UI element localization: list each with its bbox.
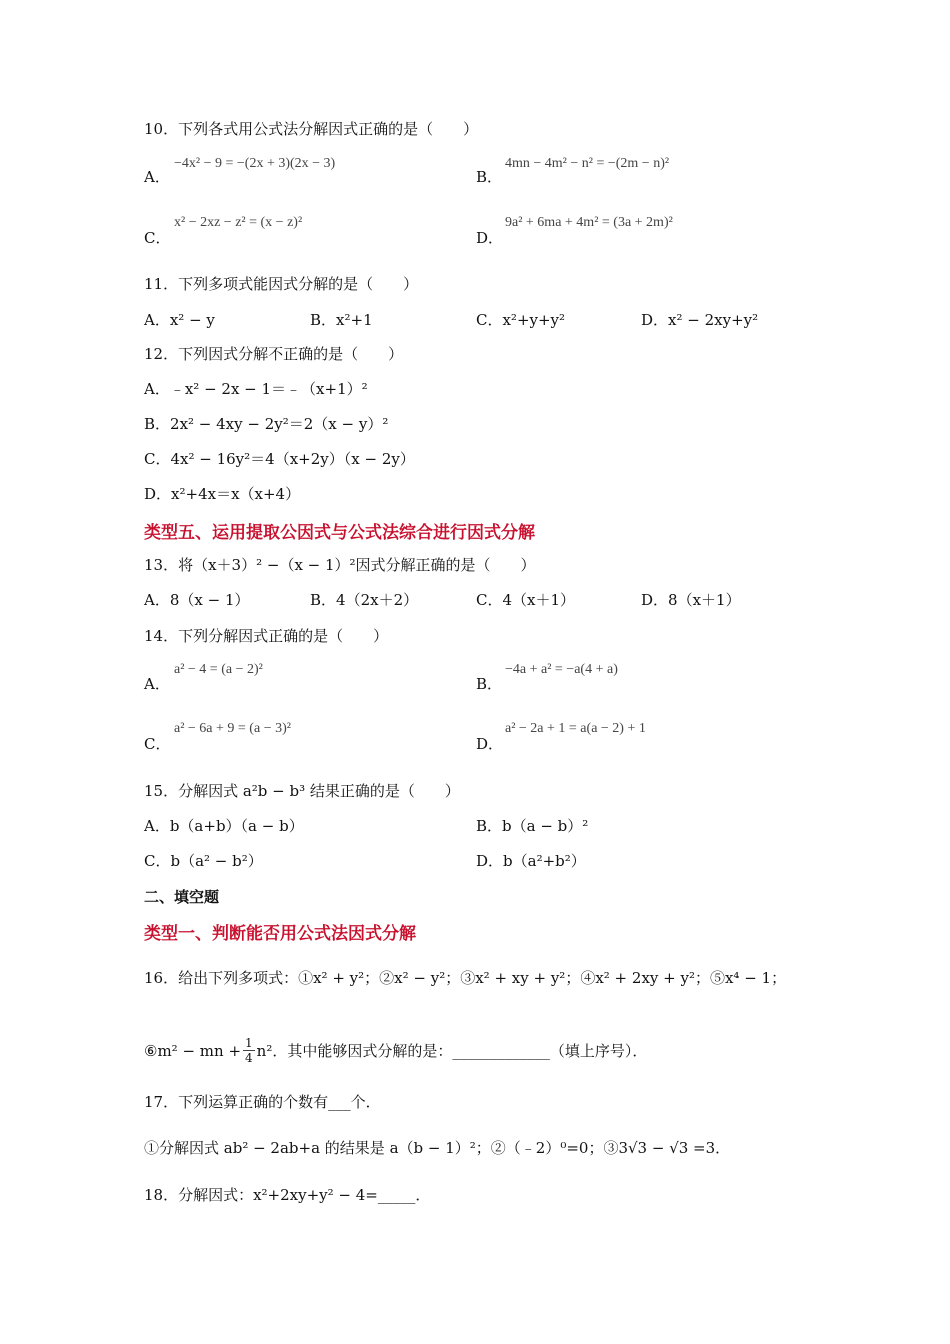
q14-option-a-formula: a² − 4 = (a − 2)² [174, 662, 263, 677]
q12-stem: 12．下列因式分解不正确的是（ ） [144, 345, 404, 363]
one-quarter-fraction [243, 1036, 255, 1065]
q16-line-two-end: n²．其中能够因式分解的是：_____________（填上序号）． [256, 1041, 648, 1060]
fraction-denominator: 4 [245, 1051, 253, 1065]
q15-option-c: C．b（a² − b²） [144, 852, 263, 870]
q14-option-c-label: C． [144, 735, 171, 753]
q11-stem: 11．下列多项式能因式分解的是（ ） [144, 275, 419, 293]
q12-option-a: A．﹣x² − 2x − 1＝﹣（x+1）² [144, 380, 368, 398]
q12-option-c: C．4x² − 16y²＝4（x+2y）（x − 2y） [144, 450, 415, 468]
q10-option-b-formula: 4mn − 4m² − n² = −(2m − n)² [505, 156, 670, 171]
q13-option-a: A．8（x − 1） [144, 591, 250, 609]
q15-option-a: A．b（a+b）（a − b） [144, 817, 304, 835]
q10-stem: 10．下列各式用公式法分解因式正确的是（ ） [144, 120, 479, 138]
q14-option-a-label: A． [144, 675, 170, 693]
q11-option-d: D．x² − 2xy+y² [641, 311, 759, 329]
q16-line-two [144, 1036, 647, 1065]
q14-option-c-formula: a² − 6a + 9 = (a − 3)² [174, 721, 291, 736]
q17-statements: ①分解因式 ab² − 2ab+a 的结果是 a（b − 1）²；②（﹣2）⁰=0；③3√3 − √3 =3． [144, 1139, 731, 1157]
q13-option-d: D．8（x＋1） [641, 591, 741, 609]
q10-option-d-formula: 9a² + 6ma + 4m² = (3a + 2m)² [505, 215, 673, 230]
q15-option-d: D．b（a²+b²） [476, 852, 586, 870]
q10-option-c-label: C． [144, 229, 171, 247]
q14-option-b-label: B． [476, 675, 503, 693]
q14-option-d-label: D． [476, 735, 504, 753]
fraction-numerator: 1 [245, 1036, 253, 1050]
q15-option-b: B．b（a − b）² [476, 817, 589, 835]
q11-option-b: B．x²+1 [310, 311, 373, 329]
q13-option-c: C．4（x＋1） [476, 591, 576, 609]
part-two-heading: 二、填空题 [144, 888, 220, 906]
q16-line-one: 16．给出下列多项式：①x² + y²；②x² − y²；③x² + xy + y²；④x² + 2xy + y²；⑤x⁴ − 1； [144, 969, 787, 987]
q15-stem: 15．分解因式 a²b − b³ 结果正确的是（ ） [144, 782, 460, 800]
q11-option-c: C．x²+y+y² [476, 311, 566, 329]
q10-option-d-label: D． [476, 229, 504, 247]
q10-option-c-formula: x² − 2xz − z² = (x − z)² [174, 215, 303, 230]
q14-option-b-formula: −4a + a² = −a(4 + a) [505, 662, 618, 677]
q13-stem: 13．将（x＋3）² −（x − 1）²因式分解正确的是（ ） [144, 556, 536, 574]
q17-stem: 17．下列运算正确的个数有___个． [144, 1093, 381, 1111]
q13-option-b: B．4（2x＋2） [310, 591, 419, 609]
q10-option-a-label: A． [144, 168, 170, 186]
q12-option-d: D．x²+4x＝x（x+4） [144, 485, 301, 503]
q12-option-b: B．2x² − 4xy − 2y²＝2（x − y）² [144, 415, 389, 433]
section-one-heading: 类型一、判断能否用公式法因式分解 [144, 924, 416, 944]
q16-line-two-start: ⑥m² − mn + [144, 1041, 242, 1060]
q18-stem: 18．分解因式：x²+2xy+y² − 4=_____． [144, 1186, 431, 1204]
q14-option-d-formula: a² − 2a + 1 = a(a − 2) + 1 [505, 721, 646, 736]
q11-option-a: A．x² − y [144, 311, 215, 329]
q10-option-a-formula: −4x² − 9 = −(2x + 3)(2x − 3) [174, 156, 336, 171]
q14-stem: 14．下列分解因式正确的是（ ） [144, 627, 389, 645]
section-five-heading: 类型五、运用提取公因式与公式法综合进行因式分解 [144, 523, 535, 543]
q10-option-b-label: B． [476, 168, 503, 186]
